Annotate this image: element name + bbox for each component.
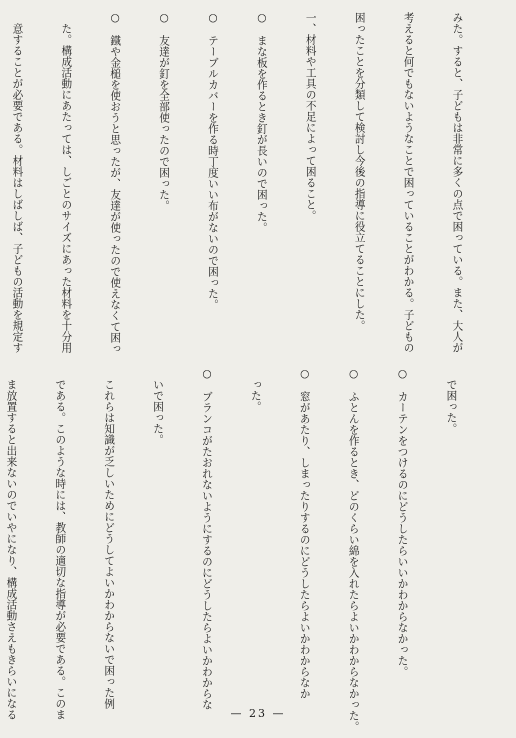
text-line: ○ 友達が釘を全部使ったので困った。: [158, 12, 171, 212]
text-line: ○ 窓があたり、しまったりするのにどうしたらよいかわからなか: [298, 368, 311, 700]
text-line: みた。すると、子どもは非常に多くの点で困っている。また、大人が: [451, 12, 464, 353]
text-line: ○ ふとんを作るとき、どのくらい綿を入れたらよいかわからなかった。: [347, 368, 360, 733]
text-line: った。: [249, 368, 262, 412]
text-line: た。構成活動にあたっては、しごとのサイズにあった材料を十分用: [60, 12, 73, 353]
text-line: ○ ブランコがたおれないようにするのにどうしたらよいかわからな: [200, 368, 213, 711]
top-text-block: [0, 12, 498, 355]
text-line: ○ カーテンをつけるのにどうしたらいいかわからなかった。: [396, 368, 409, 678]
text-line: ○ まな板を作るとき釘が長いので困った。: [255, 12, 268, 234]
text-line: これらは知識が乏しいためにどうしてよいかわからないで困った例: [103, 368, 116, 709]
text-line: 意することが必要である。材料はしばしば、子どもの活動を規定す: [11, 12, 24, 353]
text-line: ま放置すると出来ないのでいやになり、構成活動さえもきらいになる: [5, 368, 18, 720]
text-line: で困った。: [445, 368, 458, 434]
text-line: ○ テーブルカバーを作る時丁度いい布がないので困った。: [206, 12, 219, 311]
text-line: 一、材料や工具の不足によって困ること。: [304, 12, 317, 221]
text-line: 考えると何でもないようなことで困っていることがわかる。子どもの: [402, 12, 415, 353]
page-number: — 23 —: [230, 707, 286, 720]
text-line: いで困った。: [152, 368, 165, 445]
text-line: ○ 鐵や金槌を使おうと思ったが、友達が使ったので使えなくて困っ: [109, 12, 122, 355]
text-line: である。このような時には、教師の適切な指導が必要である。このま: [54, 368, 67, 720]
text-line: 困ったことを分類して検討し今後の指導に役立てることにした。: [353, 12, 366, 331]
